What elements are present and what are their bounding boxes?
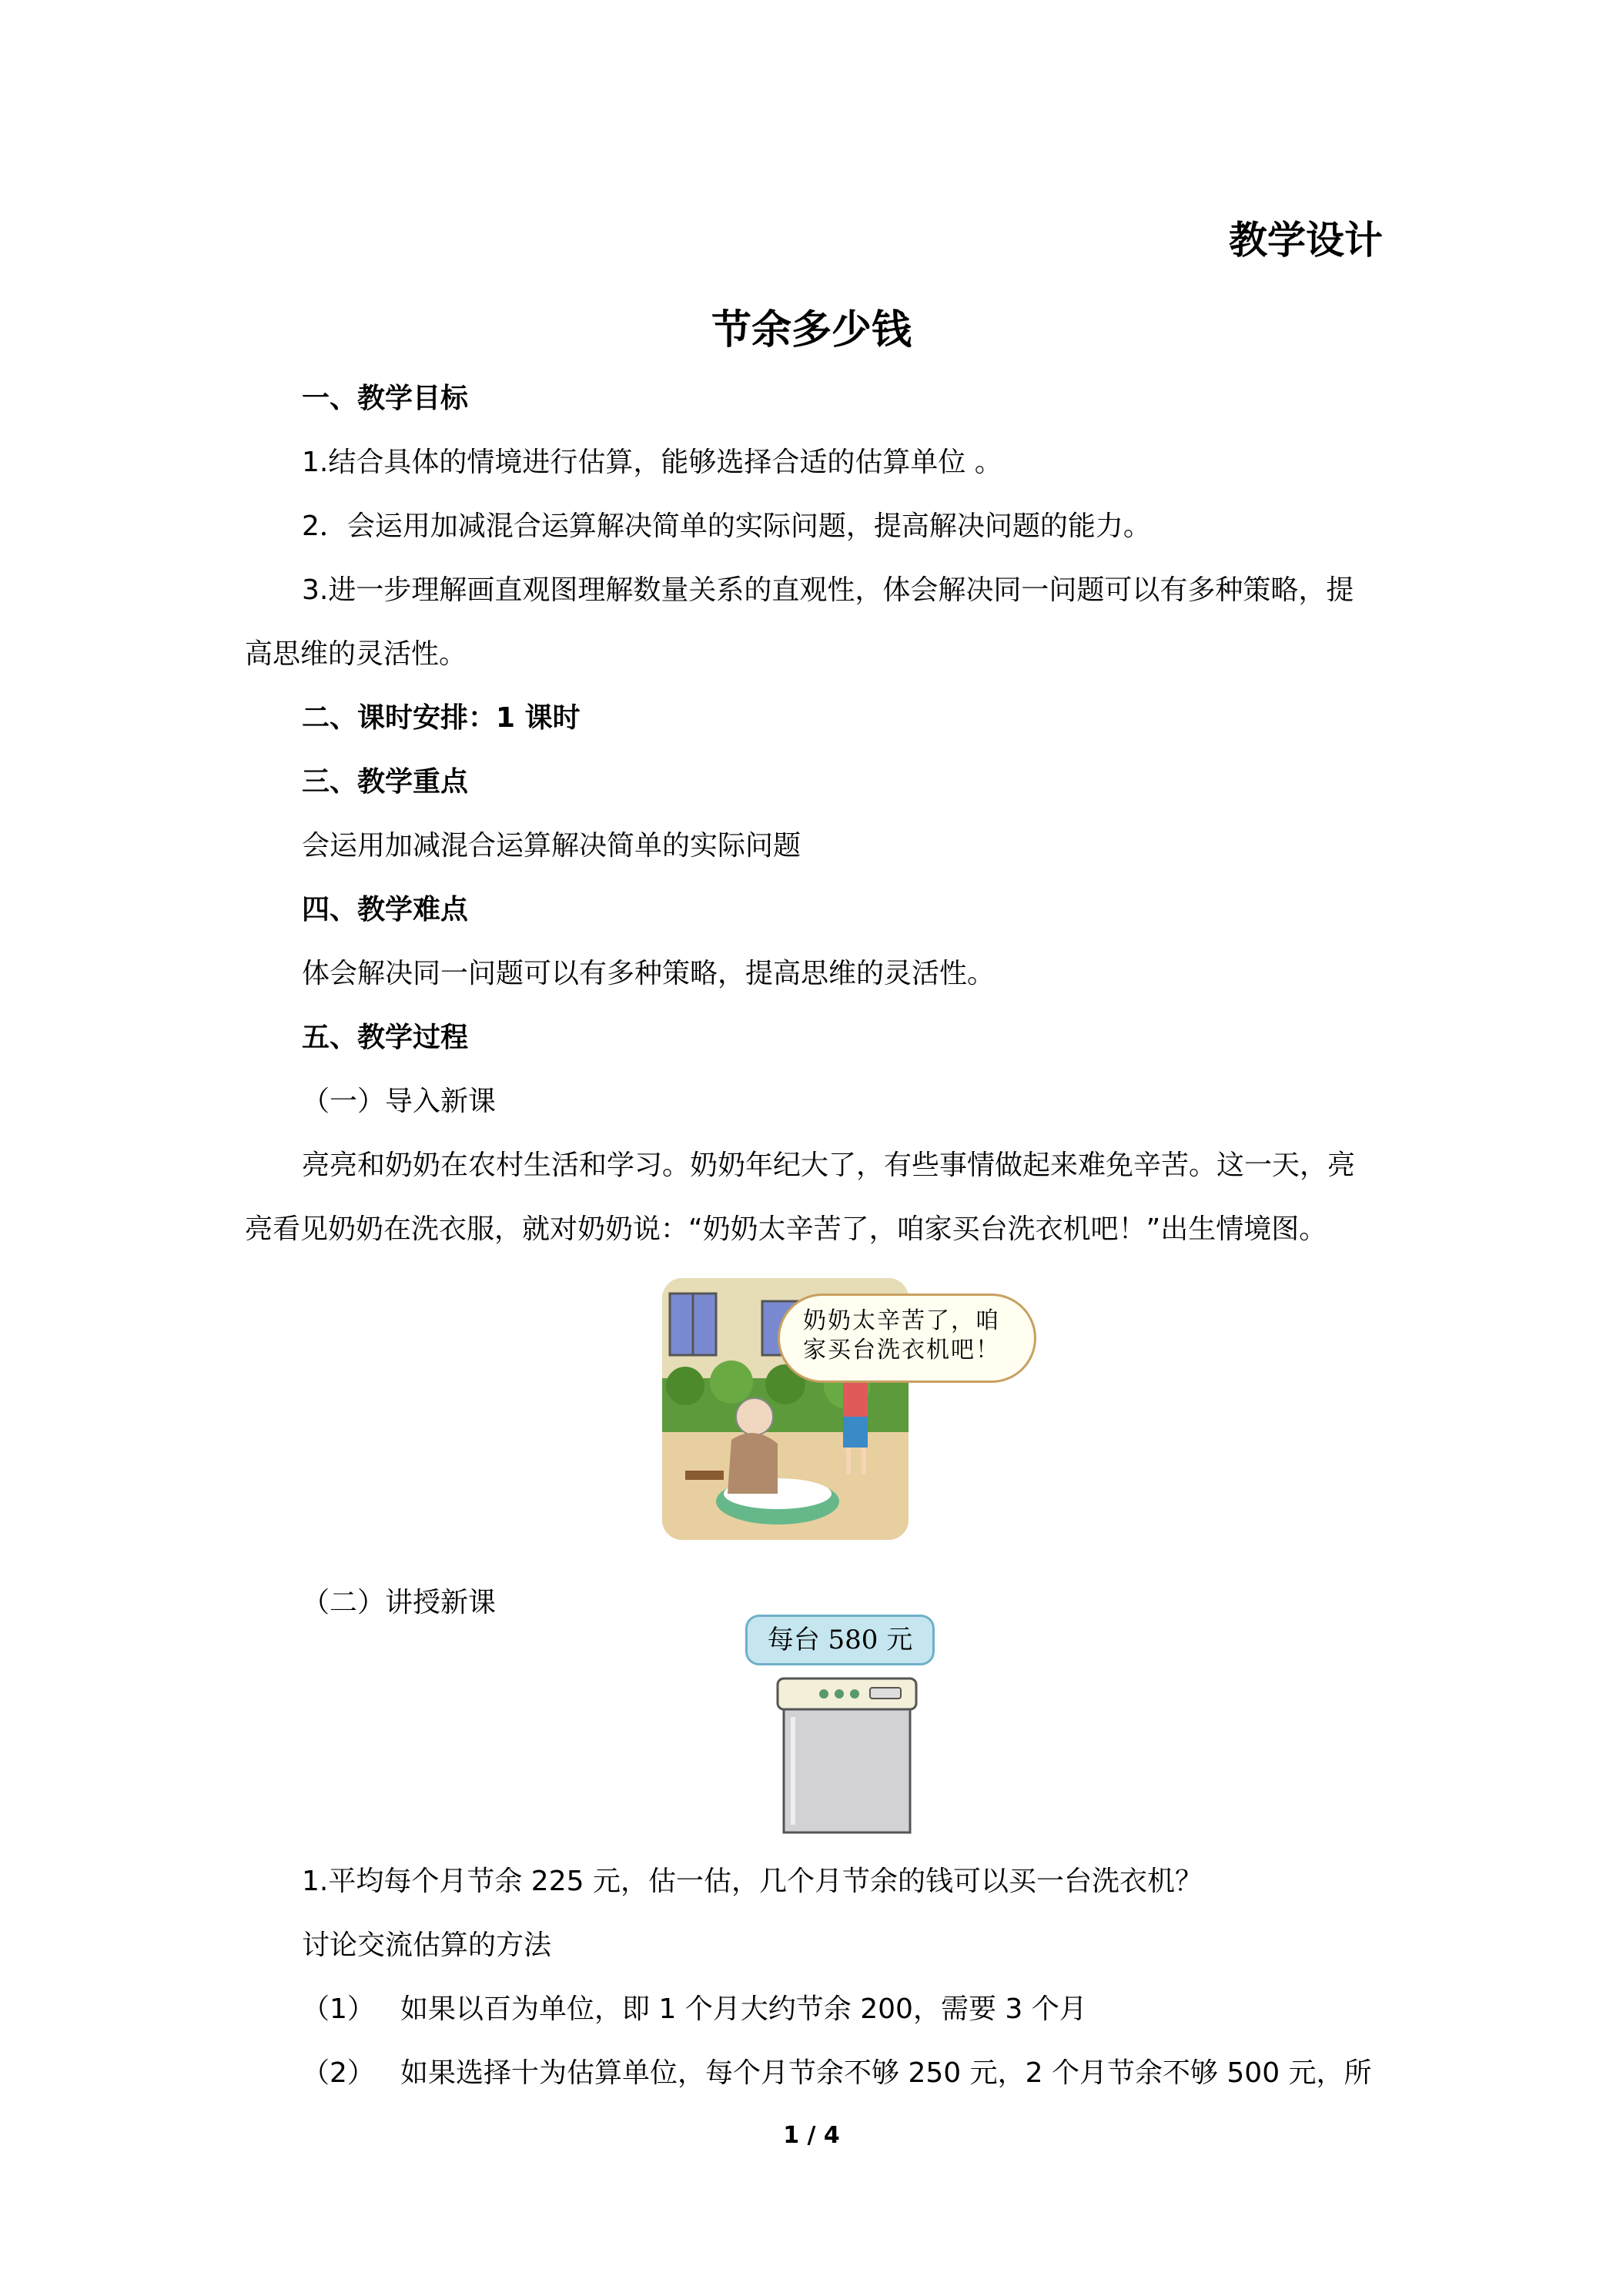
method-1-text: 如果以百为单位，即 1 个月大约节余 200，需要 3 个月 — [400, 1993, 1087, 2025]
page-number: 1 / 4 — [783, 2122, 840, 2149]
section-heading-schedule: 二、课时安排：1 课时 — [302, 702, 581, 734]
washing-machine-drawing — [770, 1671, 924, 1840]
price-tag: 每台 580 元 — [745, 1615, 935, 1665]
objective-3-line1: 3.进一步理解画直观图理解数量关系的直观性，体会解决同一问题可以有多种策略，提 — [302, 574, 1354, 606]
method-2-number: （2） — [302, 2057, 375, 2089]
intro-line2: 亮看见奶奶在洗衣服，就对奶奶说：“奶奶太辛苦了，咱家买台洗衣机吧！”出生情境图。 — [245, 1213, 1327, 1245]
objective-2: 2．会运用加减混合运算解决简单的实际问题，提高解决问题的能力。 — [302, 510, 1151, 542]
section-heading-focus: 三、教学重点 — [302, 766, 469, 798]
section-heading-objectives: 一、教学目标 — [302, 383, 469, 414]
discussion-text: 讨论交流估算的方法 — [302, 1930, 552, 1961]
speech-bubble — [778, 1294, 1036, 1383]
intro-line1: 亮亮和奶奶在农村生活和学习。奶奶年纪大了，有些事情做起来难免辛苦。这一天，亮 — [302, 1150, 1356, 1181]
method-2-text: 如果选择十为估算单位，每个月节余不够 250 元，2 个月节余不够 500 元，所 — [400, 2057, 1372, 2089]
section-heading-difficulty: 四、教学难点 — [302, 894, 469, 925]
subsection-new-lesson: （二）讲授新课 — [302, 1587, 497, 1618]
objective-1: 1.结合具体的情境进行估算，能够选择合适的估算单位 。 — [302, 447, 1002, 478]
question-1: 1.平均每个月节余 225 元，估一估，几个月节余的钱可以买一台洗衣机？ — [302, 1866, 1203, 1897]
section-heading-process: 五、教学过程 — [302, 1022, 469, 1053]
speech-text: 奶奶太辛苦了，咱家买台洗衣机吧！ — [803, 1307, 1000, 1364]
subsection-intro: （一）导入新课 — [302, 1086, 497, 1117]
washing-machine-icon — [770, 1671, 924, 1840]
page-title: 节余多少钱 — [711, 307, 912, 353]
focus-text: 会运用加减混合运算解决简单的实际问题 — [302, 830, 801, 862]
document-label: 教学设计 — [1229, 218, 1383, 263]
difficulty-text: 体会解决同一问题可以有多种策略，提高思维的灵活性。 — [302, 958, 996, 989]
method-1-number: （1） — [302, 1993, 375, 2025]
objective-3-line2: 高思维的灵活性。 — [245, 638, 467, 670]
